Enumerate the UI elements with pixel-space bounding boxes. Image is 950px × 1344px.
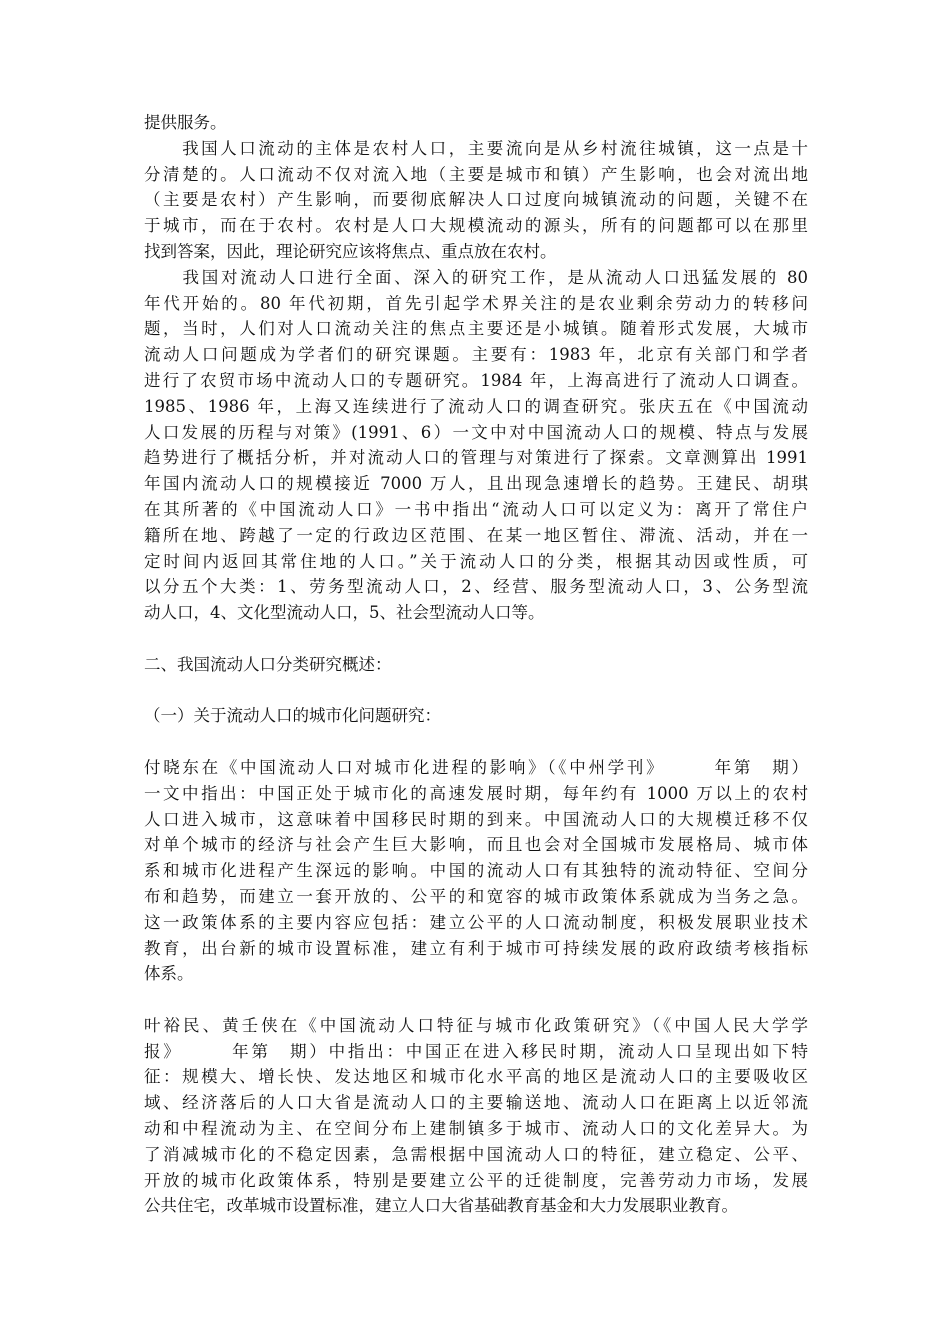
- text-line: 年国内流动人口的规模接近 7000 万人，且出现急速增长的趋势。王建民、胡琪: [144, 474, 808, 494]
- text-line: 公共住宅，改革城市设置标准，建立人口大省基础教育基金和大力发展职业教育。: [144, 1196, 738, 1216]
- section-heading: [144, 652, 808, 678]
- paragraph-intro-tail: [144, 110, 808, 136]
- text-line: 对单个城市的经济与社会产生巨大影响，而且也会对全国城市发展格局、城市体: [144, 835, 808, 855]
- text-line: 1985、1986 年，上海又连续进行了流动人口的调查研究。张庆五在《中国流动: [144, 396, 808, 416]
- blank-line: [144, 678, 808, 704]
- paragraph-fu-xiaodong: [144, 755, 808, 987]
- section-heading-text: 二、我国流动人口分类研究概述：: [144, 654, 392, 674]
- text-line: 于城市，而在于农村。农村是人口大规模流动的源头，所有的问题都可以在那里: [144, 216, 808, 236]
- text-line: 人口发展的历程与对策》(1991、6）一文中对中国流动人口的规模、特点与发展: [144, 422, 808, 442]
- text-line: 征：规模大、增长快、发达地区和城市化水平高的地区是流动人口的主要吸收区: [144, 1067, 808, 1087]
- text-line: 布和趋势，而建立一套开放的、公平的和宽容的城市政策体系就成为当务之急。: [144, 886, 808, 906]
- text-line: 提供服务。: [144, 113, 227, 132]
- text-line: 人口进入城市，这意味着中国移民时期的到来。中国流动人口的大规模迁移不仅: [144, 809, 808, 829]
- text-line: （主要是农村）产生影响，而要彻底解决人口过度向城镇流动的问题，关键不在: [144, 190, 808, 210]
- blank-line: [144, 729, 808, 755]
- text-line: 叶裕民、黄壬侠在《中国流动人口特征与城市化政策研究》（《中国人民大学学: [144, 1015, 808, 1035]
- text-line: 动人口，4、文化型流动人口，5、社会型流动人口等。: [144, 603, 545, 623]
- text-line: 在其所著的《中国流动人口》一书中指出“流动人口可以定义为：离开了常住户: [144, 499, 808, 519]
- text-line: 系和城市化进程产生深远的影响。中国的流动人口有其独特的流动特征、空间分: [144, 861, 808, 881]
- subsection-heading-text: （一）关于流动人口的城市化问题研究：: [144, 706, 441, 726]
- text-line: 一文中指出：中国正处于城市化的高速发展时期，每年约有 1000 万以上的农村: [144, 783, 808, 803]
- blank-line: [144, 626, 808, 652]
- text-line: 籍所在地、跨越了一定的行政边区范围、在某一地区暂住、滞流、活动，并在一: [144, 525, 808, 545]
- text-line: 分清楚的。人口流动不仅对流入地（主要是城市和镇）产生影响，也会对流出地: [144, 164, 808, 184]
- text-line: 以分五个大类：1、劳务型流动人口，2、经营、服务型流动人口，3、公务型流: [144, 577, 808, 597]
- text-line: 了消减城市化的不稳定因素，急需根据中国流动人口的特征，建立稳定、公平、: [144, 1144, 808, 1164]
- subsection-heading: [144, 703, 808, 729]
- text-line: 年代开始的。80 年代初期，首先引起学术界关注的是农业剩余劳动力的转移问: [144, 293, 808, 313]
- text-line: 动和中程流动为主、在空间分布上建制镇多于城市、流动人口的文化差异大。为: [144, 1119, 808, 1139]
- text-line: 题，当时，人们对人口流动关注的焦点主要还是小城镇。随着形式发展，大城市: [144, 319, 808, 339]
- blank-line: [144, 987, 808, 1013]
- paragraph-research-history: [144, 265, 808, 626]
- text-line: 教育，出台新的城市设置标准，建立有利于城市可持续发展的政府政绩考核指标: [144, 938, 808, 958]
- text-line: 我国人口流动的主体是农村人口，主要流向是从乡村流往城镇，这一点是十: [144, 138, 808, 158]
- paragraph-rural-population: [144, 136, 808, 265]
- text-line: 这一政策体系的主要内容应包括：建立公平的人口流动制度，积极发展职业技术: [144, 912, 808, 932]
- text-line: 找到答案，因此，理论研究应该将焦点、重点放在农村。: [144, 241, 557, 261]
- text-line: 报》 年第 期）中指出：中国正在进入移民时期，流动人口呈现出如下特: [144, 1041, 808, 1061]
- document-page: [144, 110, 808, 1219]
- text-line: 定时间内返回其常住地的人口。”关于流动人口的分类，根据其动因或性质，可: [144, 551, 808, 571]
- paragraph-ye-yumin: [144, 1013, 808, 1219]
- text-line: 趋势进行了概括分析，并对流动人口的管理与对策进行了探索。文章测算出 1991: [144, 448, 808, 468]
- text-line: 我国对流动人口进行全面、深入的研究工作，是从流动人口迅猛发展的 80: [144, 267, 808, 287]
- text-line: 流动人口问题成为学者们的研究课题。主要有：1983 年，北京有关部门和学者: [144, 345, 808, 365]
- text-line: 体系。: [144, 964, 194, 984]
- text-line: 域、经济落后的人口大省是流动人口的主要输送地、流动人口在距离上以近邻流: [144, 1093, 808, 1113]
- text-line: 付晓东在《中国流动人口对城市化进程的影响》（《中州学刊》 年第 期）: [144, 757, 808, 777]
- text-line: 开放的城市化政策体系，特别是要建立公平的迁徙制度，完善劳动力市场，发展: [144, 1170, 808, 1190]
- text-line: 进行了农贸市场中流动人口的专题研究。1984 年，上海高进行了流动人口调查。: [144, 370, 808, 390]
